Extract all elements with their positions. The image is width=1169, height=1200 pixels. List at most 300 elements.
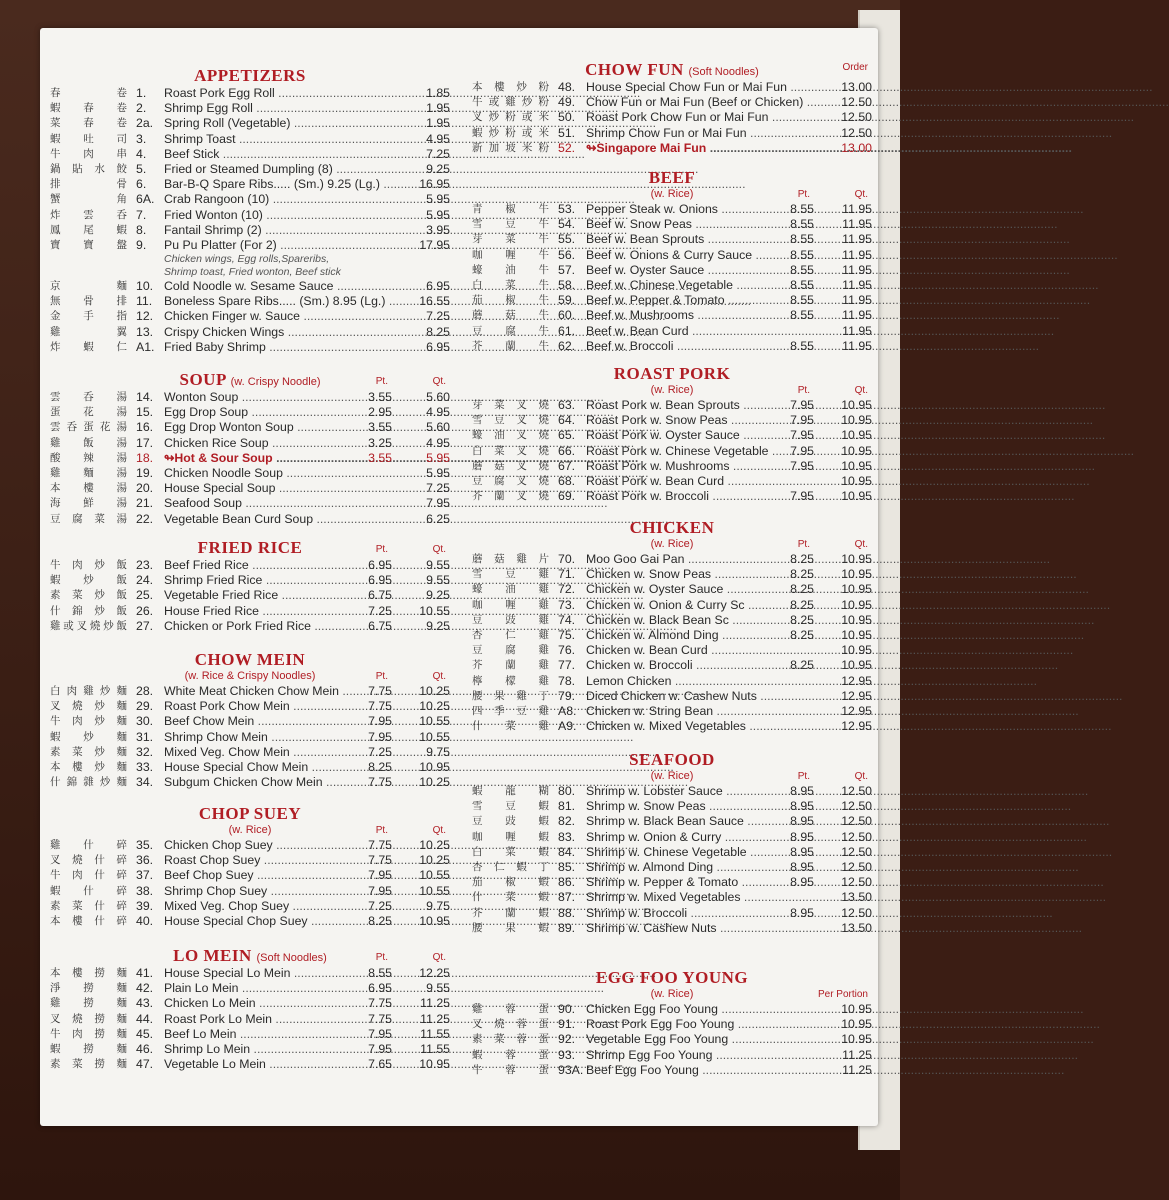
item-chinese-name: 牛肉炒飯 bbox=[50, 559, 128, 571]
item-price-quart: 12.50 bbox=[841, 110, 872, 125]
item-name bbox=[164, 279, 346, 294]
item-name-text: Moo Goo Gai Pan bbox=[586, 552, 685, 566]
item-price-quart: 10.95 bbox=[841, 428, 872, 443]
item-price-quart: 4.95 bbox=[426, 435, 450, 450]
menu-item bbox=[472, 308, 872, 323]
menu-item bbox=[50, 1012, 450, 1027]
item-chinese-name: 淨撈麵 bbox=[50, 982, 128, 995]
pt-column-header: Pt. bbox=[797, 189, 810, 200]
item-name bbox=[164, 101, 346, 116]
menu-item bbox=[472, 674, 872, 689]
item-name bbox=[586, 293, 768, 308]
menu-item bbox=[50, 838, 450, 853]
item-name bbox=[586, 1063, 768, 1078]
menu-item bbox=[50, 619, 450, 634]
menu-section bbox=[472, 364, 872, 504]
item-name-text: Pepper Steak w. Onions bbox=[586, 202, 718, 216]
item-name bbox=[164, 481, 346, 496]
menu-item bbox=[472, 263, 872, 278]
menu-item bbox=[472, 217, 872, 232]
item-price-pint: 3.25 bbox=[368, 435, 392, 450]
item-price-quart: 10.55 bbox=[419, 729, 450, 744]
item-price-pint: 8.25 bbox=[790, 582, 814, 597]
item-name bbox=[164, 390, 346, 405]
item-name-text: Shrimp w. Onion & Curry bbox=[586, 829, 722, 844]
item-number: 6. bbox=[136, 177, 147, 192]
item-price-pint: 7.95 bbox=[790, 489, 814, 504]
section-note bbox=[472, 988, 872, 1002]
item-name-text: Chicken w. String Bean bbox=[586, 703, 714, 718]
qt-column-header: Qt. bbox=[854, 771, 868, 782]
item-number: 72. bbox=[558, 582, 576, 597]
item-price-pint: 7.75 bbox=[368, 838, 392, 852]
item-number: 31. bbox=[136, 729, 154, 744]
item-price-quart: 10.95 bbox=[841, 458, 872, 473]
menu-item bbox=[50, 745, 450, 760]
item-number: 53. bbox=[558, 202, 576, 216]
item-number: 7. bbox=[136, 207, 147, 222]
item-name bbox=[586, 428, 768, 443]
item-name bbox=[586, 814, 768, 829]
section-title-text: ROAST PORK bbox=[613, 364, 731, 383]
item-name-text: House Fried Rice bbox=[164, 603, 259, 618]
item-name-text: Fried or Steamed Dumpling (8) bbox=[164, 161, 333, 176]
item-chinese-name: 雞蓉蛋 bbox=[472, 1003, 550, 1015]
section-subtitle: (Soft Noodles) bbox=[688, 66, 759, 78]
item-number: 5. bbox=[136, 161, 147, 176]
menu-item bbox=[472, 80, 872, 95]
section-title bbox=[50, 370, 450, 390]
item-price-pint: 8.55 bbox=[790, 262, 814, 277]
item-price-pint: 7.65 bbox=[368, 1057, 392, 1072]
item-name bbox=[586, 628, 768, 643]
item-name-text: Pu Pu Platter (For 2) bbox=[164, 237, 277, 252]
item-name-text: Vegetable Lo Mein bbox=[164, 1057, 266, 1072]
item-name bbox=[586, 643, 768, 658]
item-number: 20. bbox=[136, 481, 154, 496]
item-number: 49. bbox=[558, 95, 576, 110]
item-number: 89. bbox=[558, 920, 576, 935]
item-price-quart: 12.50 bbox=[841, 875, 872, 890]
item-price-quart: 6.25 bbox=[426, 511, 450, 526]
item-name bbox=[586, 613, 768, 628]
section-heading bbox=[50, 66, 450, 86]
item-number: 71. bbox=[558, 567, 576, 582]
item-chinese-name: 芥蘭叉燒 bbox=[472, 490, 550, 503]
item-chinese-name: 雞或叉燒炒飯 bbox=[50, 619, 128, 632]
menu-item bbox=[472, 598, 872, 613]
item-chinese-name: 豆豉雞 bbox=[472, 613, 550, 626]
item-name-text: Lemon Chicken bbox=[586, 673, 672, 688]
item-name-text: Mixed Veg. Chow Mein bbox=[164, 744, 290, 759]
item-price-quart: 12.50 bbox=[841, 814, 872, 829]
item-price-pint: 8.25 bbox=[790, 658, 814, 673]
item-name bbox=[586, 906, 768, 921]
item-price-pint: 7.95 bbox=[368, 1041, 392, 1056]
item-name bbox=[164, 1012, 346, 1027]
menu-item bbox=[472, 921, 872, 936]
item-chinese-name: 檸檬雞 bbox=[472, 674, 550, 687]
item-number: 85. bbox=[558, 859, 576, 874]
item-price-quart: 11.95 bbox=[842, 202, 872, 216]
item-name-text: Shrimp w. Broccoli bbox=[586, 905, 688, 920]
item-chinese-name: 蠔油雞 bbox=[472, 583, 550, 596]
item-price-quart: 10.55 bbox=[419, 603, 450, 618]
menu-item bbox=[472, 552, 872, 567]
item-chinese-name: 豆腐雞 bbox=[472, 644, 550, 657]
section-title-text: EGG FOO YOUNG bbox=[595, 968, 749, 987]
item-number: 24. bbox=[136, 573, 154, 588]
menu-item bbox=[472, 860, 872, 875]
item-chinese-name: 蝦撈麵 bbox=[50, 1042, 128, 1055]
item-name-text: Fried Baby Shrimp bbox=[164, 339, 266, 354]
item-chinese-name: 蠔油叉燒 bbox=[472, 429, 550, 442]
item-chinese-name: 蝦春卷 bbox=[50, 102, 128, 115]
item-name-text: Beef Egg Foo Young bbox=[586, 1062, 699, 1077]
item-price-pint: 8.25 bbox=[790, 627, 814, 642]
item-name bbox=[164, 868, 346, 883]
item-price-pint: 2.95 bbox=[368, 405, 392, 420]
item-name bbox=[586, 444, 768, 459]
item-chinese-name: 鍋貼水餃 bbox=[50, 162, 128, 175]
item-chinese-name: 青椒牛 bbox=[472, 203, 550, 215]
item-chinese-name: 豆豉蝦 bbox=[472, 815, 550, 828]
item-chinese-name: 芽菜叉燒 bbox=[472, 399, 550, 411]
item-price-pint: 7.95 bbox=[790, 458, 814, 473]
item-name-text: Chicken w. Onion & Curry Sc bbox=[586, 597, 745, 612]
item-name-text: Shrimp Egg Foo Young bbox=[586, 1047, 713, 1062]
item-number: 21. bbox=[136, 496, 154, 511]
item-number: 42. bbox=[136, 981, 154, 996]
item-chinese-name: 新加坡米粉 bbox=[472, 141, 550, 154]
item-chinese-name: 雪豆蝦 bbox=[472, 800, 550, 813]
item-name-text: Roast Pork Chow Mein bbox=[164, 699, 290, 714]
item-chinese-name: 叉燒蓉蛋 bbox=[472, 1018, 550, 1031]
menu-item bbox=[50, 914, 450, 929]
section-title-text: FRIED RICE bbox=[197, 538, 303, 557]
item-chinese-name: 炸蝦仁 bbox=[50, 340, 128, 353]
item-name bbox=[164, 496, 346, 511]
item-price-quart: 11.95 bbox=[842, 277, 872, 292]
menu-item bbox=[50, 775, 450, 790]
menu-item bbox=[472, 248, 872, 263]
item-name bbox=[586, 324, 768, 339]
item-price-pint: 8.95 bbox=[790, 905, 814, 920]
item-number: 51. bbox=[558, 125, 576, 140]
item-chinese-name: 牛肉什碎 bbox=[50, 869, 128, 882]
qt-column-header: Qt. bbox=[432, 544, 446, 555]
section-heading bbox=[472, 60, 872, 80]
item-name bbox=[164, 451, 346, 466]
item-number: 41. bbox=[136, 966, 154, 980]
item-number: 70. bbox=[558, 552, 576, 566]
item-name-text: Chicken Egg Foo Young bbox=[586, 1002, 718, 1016]
item-name-text: Beef w. Mushrooms bbox=[586, 308, 694, 323]
item-price-quart: 16.95 bbox=[419, 177, 450, 192]
qt-column-header: Qt. bbox=[854, 385, 868, 396]
item-name-text: Beef w. Onions & Curry Sauce bbox=[586, 247, 753, 262]
section-title bbox=[472, 968, 872, 988]
item-chinese-name: 叉炒粉或米 bbox=[472, 111, 550, 124]
item-price-quart: 6.95 bbox=[426, 279, 450, 294]
menu-item bbox=[50, 996, 450, 1011]
item-name bbox=[586, 110, 768, 125]
item-price-pint: 7.95 bbox=[790, 443, 814, 458]
item-name bbox=[586, 126, 768, 141]
item-name-text: Shrimp w. Almond Ding bbox=[586, 859, 714, 874]
menu-item bbox=[50, 699, 450, 714]
item-name bbox=[164, 177, 380, 192]
item-price-quart: 10.25 bbox=[419, 838, 450, 852]
arrow-icon: ↬ bbox=[586, 140, 597, 155]
item-number: 93. bbox=[558, 1047, 576, 1062]
section-title-text: APPETIZERS bbox=[194, 66, 306, 85]
item-name-text: House Special Lo Mein bbox=[164, 966, 291, 980]
item-name bbox=[164, 619, 346, 634]
item-number: 79. bbox=[558, 688, 576, 703]
item-name bbox=[586, 459, 768, 474]
item-number: 2a. bbox=[136, 116, 154, 131]
item-chinese-name: 蠔油牛 bbox=[472, 263, 550, 276]
item-name bbox=[586, 658, 768, 673]
item-name-text: House Special Chow Fun or Mai Fun bbox=[586, 80, 787, 94]
item-name-text: Plain Lo Mein bbox=[164, 981, 239, 996]
item-chinese-name: 蘑菇叉燒 bbox=[472, 459, 550, 472]
item-number: 39. bbox=[136, 898, 154, 913]
item-name bbox=[586, 845, 768, 860]
menu-item bbox=[50, 162, 450, 177]
item-price-pint: 8.55 bbox=[790, 338, 814, 353]
menu-item bbox=[472, 567, 872, 582]
item-name bbox=[586, 398, 768, 413]
menu-section bbox=[472, 968, 872, 1078]
item-price-quart: 13.50 bbox=[841, 920, 872, 935]
menu-item bbox=[472, 428, 872, 443]
item-chinese-name: 本樓炒粉 bbox=[472, 81, 550, 93]
item-number: 30. bbox=[136, 714, 154, 729]
item-name bbox=[586, 1048, 768, 1063]
item-name-text: Chow Fun or Mai Fun (Beef or Chicken) bbox=[586, 95, 804, 110]
item-name bbox=[164, 192, 346, 207]
item-chinese-name: 四季豆雞 bbox=[472, 704, 550, 717]
item-price-quart: 12.50 bbox=[841, 95, 872, 110]
item-price-pint: 8.55 bbox=[790, 308, 814, 323]
menu-item bbox=[472, 613, 872, 628]
item-name-text: Vegetable Egg Foo Young bbox=[586, 1032, 729, 1047]
item-price-quart: 12.25 bbox=[419, 966, 450, 980]
menu-item bbox=[50, 684, 450, 699]
item-price-quart: 5.95 bbox=[426, 192, 450, 207]
item-name-text: Beef w. Snow Peas bbox=[586, 217, 692, 232]
item-price-quart: 9.25 bbox=[426, 161, 450, 176]
item-chinese-name: 素菜炒飯 bbox=[50, 589, 128, 602]
item-number: 73. bbox=[558, 597, 576, 612]
item-price-quart: 13.00 bbox=[841, 140, 872, 155]
section-heading bbox=[472, 518, 872, 538]
item-name bbox=[164, 838, 346, 853]
item-chinese-name: 芥蘭雞 bbox=[472, 659, 550, 672]
item-number: 67. bbox=[558, 458, 576, 473]
menu-section bbox=[472, 168, 872, 354]
section-title bbox=[50, 650, 450, 670]
menu-item bbox=[50, 604, 450, 619]
section-title bbox=[472, 364, 872, 384]
item-price-quart: 7.95 bbox=[426, 496, 450, 511]
item-chinese-name: 寶寶盤 bbox=[50, 238, 128, 251]
item-name bbox=[164, 996, 346, 1011]
item-price-quart: 10.25 bbox=[419, 684, 450, 698]
item-price-quart: 10.95 bbox=[419, 759, 450, 774]
item-name bbox=[164, 730, 346, 745]
menu-item bbox=[50, 573, 450, 588]
item-number: 78. bbox=[558, 673, 576, 688]
item-price-pint: 8.55 bbox=[790, 232, 814, 247]
item-name-text: Subgum Chicken Chow Mein bbox=[164, 775, 323, 790]
item-name-text: Shrimp Fried Rice bbox=[164, 573, 263, 588]
item-name-text: Beef w. Pepper & Tomato bbox=[586, 293, 725, 308]
item-number: 86. bbox=[558, 875, 576, 890]
menu-item bbox=[50, 496, 450, 511]
section-title-text: CHOW MEIN bbox=[194, 650, 306, 669]
item-name bbox=[164, 1027, 346, 1042]
item-name bbox=[586, 830, 768, 845]
item-chinese-name: 叉燒撈麵 bbox=[50, 1012, 128, 1025]
item-chinese-name: 本樓湯 bbox=[50, 482, 128, 495]
item-price-pint: 8.95 bbox=[790, 844, 814, 859]
item-chinese-name: 蛋花湯 bbox=[50, 406, 128, 419]
section-note bbox=[472, 188, 872, 202]
item-price-quart: 11.95 bbox=[842, 247, 872, 262]
item-name bbox=[586, 567, 768, 582]
item-number: 8. bbox=[136, 222, 147, 237]
item-price-quart: 12.50 bbox=[841, 829, 872, 844]
section-title-text: LO MEIN bbox=[173, 946, 252, 965]
menu-item bbox=[50, 884, 450, 899]
item-price-quart: 5.60 bbox=[426, 420, 450, 435]
item-price-quart: 11.25 bbox=[420, 1011, 450, 1026]
menu-section bbox=[50, 946, 450, 1072]
menu-item bbox=[472, 110, 872, 125]
menu-item bbox=[50, 1057, 450, 1072]
section-note-text: (w. Rice) bbox=[650, 988, 694, 1000]
item-name bbox=[586, 413, 768, 428]
item-name bbox=[164, 466, 346, 481]
item-price-quart: 7.25 bbox=[426, 309, 450, 324]
item-name-text: Wonton Soup bbox=[164, 390, 239, 404]
item-number: A8. bbox=[558, 703, 577, 718]
item-price-quart: 10.55 bbox=[419, 883, 450, 898]
item-price-pint: 7.75 bbox=[368, 699, 392, 714]
item-name bbox=[164, 853, 346, 868]
item-chinese-name: 白肉雞炒麵 bbox=[50, 685, 128, 697]
item-name bbox=[586, 489, 768, 504]
section-title bbox=[472, 60, 872, 80]
item-price-quart: 10.95 bbox=[841, 582, 872, 597]
menu-item bbox=[472, 875, 872, 890]
item-name bbox=[586, 582, 768, 597]
menu-item bbox=[50, 868, 450, 883]
item-name bbox=[164, 981, 346, 996]
qt-column-header: Qt. bbox=[432, 952, 446, 963]
qt-column-header: Qt. bbox=[432, 376, 446, 387]
item-chinese-name: 海鮮湯 bbox=[50, 497, 128, 510]
item-price-quart: 10.95 bbox=[841, 1032, 872, 1047]
item-chinese-name: 雞飯湯 bbox=[50, 436, 128, 449]
item-number: 4. bbox=[136, 146, 147, 161]
menu-item bbox=[50, 192, 450, 207]
item-name bbox=[586, 719, 768, 734]
item-number: 57. bbox=[558, 262, 576, 277]
menu-item bbox=[472, 1017, 872, 1032]
item-number: 80. bbox=[558, 784, 576, 798]
menu-item bbox=[50, 325, 450, 340]
menu-item bbox=[472, 814, 872, 829]
item-number: 83. bbox=[558, 829, 576, 844]
item-name bbox=[164, 588, 346, 603]
section-title-text: SEAFOOD bbox=[629, 750, 715, 769]
item-number: 55. bbox=[558, 232, 576, 247]
item-price-quart: 10.95 bbox=[419, 913, 450, 928]
item-price-quart: 1.95 bbox=[426, 101, 450, 116]
menu-item bbox=[50, 1042, 450, 1057]
item-name bbox=[586, 1017, 768, 1032]
item-chinese-name: 白菜蝦 bbox=[472, 845, 550, 858]
qt-column-header: Order bbox=[842, 62, 868, 73]
item-price-quart: 10.95 bbox=[419, 1057, 450, 1072]
item-name-text: Shrimp w. Chinese Vegetable bbox=[586, 844, 747, 859]
item-name-text: Chicken w. Broccoli bbox=[586, 658, 693, 673]
item-name bbox=[586, 278, 768, 293]
section-note bbox=[472, 770, 872, 784]
menu-item bbox=[472, 784, 872, 799]
item-name-text: Hot & Sour Soup bbox=[174, 450, 273, 465]
item-chinese-name: 牛肉串 bbox=[50, 147, 128, 160]
item-number: 9. bbox=[136, 237, 147, 252]
item-chinese-name: 無骨排 bbox=[50, 295, 128, 308]
menu-item bbox=[50, 420, 450, 435]
item-price-quart: 10.95 bbox=[841, 1017, 872, 1032]
menu-section bbox=[50, 804, 450, 929]
item-name-text: White Meat Chicken Chow Mein bbox=[164, 684, 339, 698]
item-chinese-name: 什錦雜炒麵 bbox=[50, 776, 128, 789]
item-number: 6A. bbox=[136, 192, 155, 207]
item-chinese-name: 白菜牛 bbox=[472, 278, 550, 291]
item-name-text: Roast Pork w. Broccoli bbox=[586, 489, 710, 504]
item-name bbox=[586, 799, 768, 814]
item-name-text: Shrimp Lo Mein bbox=[164, 1041, 251, 1056]
item-name bbox=[164, 405, 346, 420]
item-chinese-name: 茄椒蝦 bbox=[472, 876, 550, 889]
item-price-pint: 8.55 bbox=[790, 277, 814, 292]
item-name-text: Roast Pork Egg Roll bbox=[164, 86, 275, 100]
item-name bbox=[164, 899, 346, 914]
item-name bbox=[164, 325, 346, 340]
menu-section bbox=[472, 750, 872, 936]
menu-item bbox=[50, 588, 450, 603]
item-name bbox=[164, 1042, 346, 1057]
item-name-text: House Special Soup bbox=[164, 481, 276, 496]
item-name-text: Shrimp Egg Roll bbox=[164, 101, 253, 116]
item-price-quart: 12.50 bbox=[841, 799, 872, 814]
item-name bbox=[164, 147, 346, 162]
menu-item bbox=[472, 95, 872, 110]
menu-item bbox=[50, 116, 450, 131]
menu-item bbox=[50, 132, 450, 147]
item-price-quart: 10.95 bbox=[841, 597, 872, 612]
pt-column-header: Pt. bbox=[375, 825, 388, 836]
item-number: 14. bbox=[136, 390, 154, 404]
item-number: 81. bbox=[558, 799, 576, 814]
